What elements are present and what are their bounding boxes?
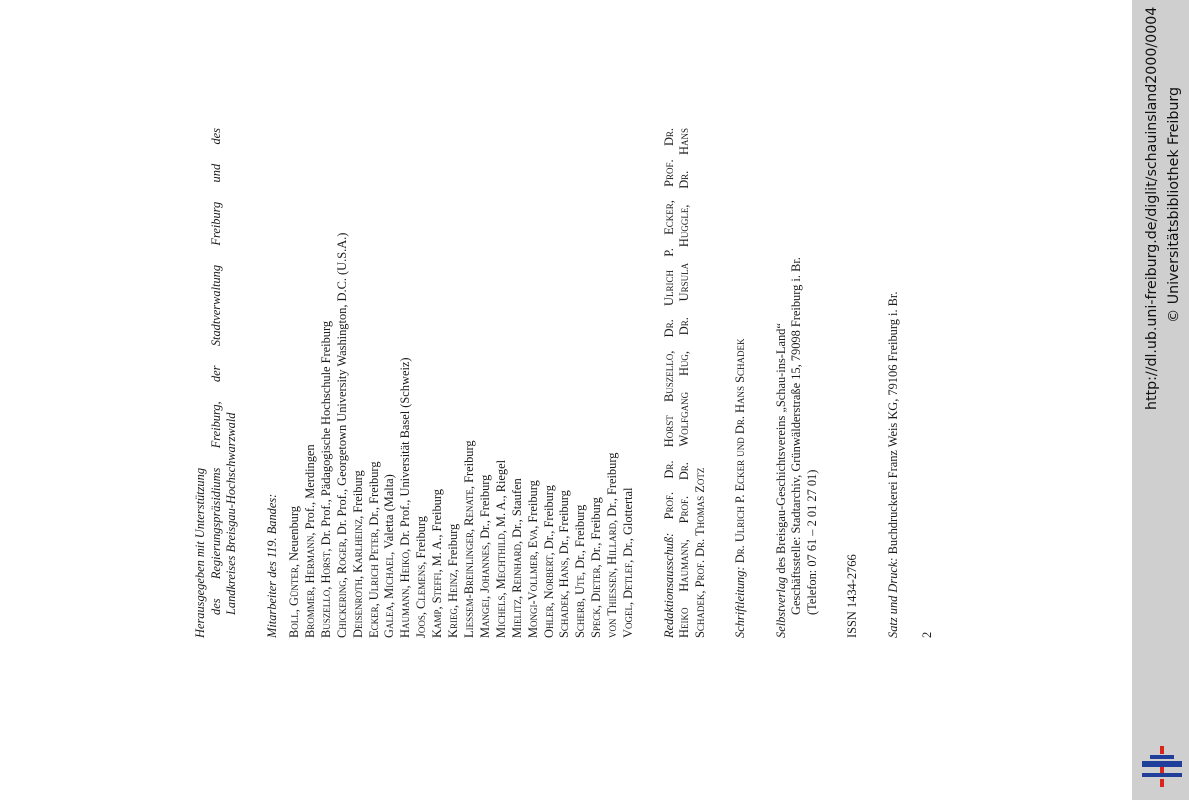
committee-line-3: Schadek, Prof. Dr. Thomas Zotz bbox=[692, 467, 707, 638]
contributor-entry bbox=[542, 128, 558, 638]
contributor-details: , Freiburg bbox=[525, 480, 540, 529]
contributor-details: , Dr., Freiburg bbox=[477, 474, 492, 545]
contributor-name: Mielitz, Reinhard bbox=[509, 544, 524, 638]
contributor-details: , Dr. Prof., Pädagogische Hochschule Freiburg bbox=[318, 320, 333, 552]
contributor-name: Speck, Dieter bbox=[589, 567, 604, 638]
rotated-page-content bbox=[193, 128, 938, 638]
contributor-name: Mongi-Vollmer, Eva bbox=[525, 528, 540, 638]
source-url-link[interactable]: http://dl.ub.uni-freiburg.de/diglit/schauinsland2000/0004 bbox=[1144, 6, 1160, 410]
contributor-details: , Dr., Freiburg bbox=[573, 504, 588, 575]
copyright-text: © Universitätsbibliothek Freiburg bbox=[1166, 87, 1182, 323]
print-label: Satz und Druck: bbox=[885, 557, 900, 638]
contributor-name: Boll, Günter bbox=[287, 567, 301, 638]
editorial-committee bbox=[662, 128, 709, 638]
contributor-entry bbox=[382, 128, 398, 638]
contributor-name: Ecker, Ulrich Peter bbox=[366, 531, 381, 638]
contributor-entry bbox=[605, 128, 621, 638]
contributor-entry bbox=[414, 128, 430, 638]
contributor-details: , Freiburg bbox=[461, 440, 476, 490]
contributors-heading: Mitarbeiter des 119. Bandes: bbox=[264, 493, 279, 638]
contributor-details: , Neuenburg bbox=[287, 506, 301, 568]
print-text: Buchdruckerei Franz Weis KG, 79106 Freiburg i. Br. bbox=[885, 291, 900, 555]
contributor-entry bbox=[319, 128, 335, 638]
contributor-entry bbox=[526, 128, 542, 638]
contributor-entry bbox=[621, 128, 637, 638]
contributor-name: Brommer, Hermann bbox=[302, 535, 317, 638]
publisher-phone: (Telefon: 07 61 – 2 01 27 01) bbox=[804, 469, 819, 615]
contributor-entry bbox=[351, 128, 367, 638]
contributor-name: Liessem-Breinlinger, Renate bbox=[461, 489, 476, 638]
contributor-details: , Dr., Staufen bbox=[509, 478, 524, 545]
contributor-details: , Dr., Freiburg bbox=[589, 497, 604, 568]
contributor-details: , Valetta (Malta) bbox=[382, 474, 397, 555]
contributor-entry bbox=[367, 128, 383, 638]
contributor-entry bbox=[557, 128, 573, 638]
contributor-entry bbox=[287, 128, 303, 638]
editor-label: Schriftleitung: bbox=[733, 566, 748, 638]
support-line-2: des Regierungspräsidiums Freiburg, der Stadtverwaltung Freiburg und des bbox=[208, 128, 223, 615]
contributor-name: Scherb, Ute bbox=[573, 574, 588, 638]
committee-label: Redaktionsausschuß: bbox=[661, 532, 676, 638]
contributor-name: Haumann, Heiko bbox=[398, 551, 413, 638]
contributor-details: , Freiburg bbox=[414, 516, 429, 565]
contributor-details: , Freiburg bbox=[350, 470, 365, 519]
contributor-name: Mangei, Johannes bbox=[477, 544, 492, 638]
contributor-details: , Dr., Glottertal bbox=[621, 487, 636, 563]
publisher-label: Selbstverlag bbox=[773, 576, 788, 638]
contributor-name: Buszello, Horst bbox=[318, 551, 333, 638]
issn: ISSN 1434-2766 bbox=[845, 554, 860, 638]
contributor-entry bbox=[589, 128, 605, 638]
contributor-details: , Prof., Merdingen bbox=[302, 444, 317, 536]
contributor-name: Vogel, Detlef bbox=[621, 562, 636, 638]
contributor-entry bbox=[510, 128, 526, 638]
committee-line-1: Prof. Dr. Horst Buszello, Dr. Ulrich P. Ecker, Prof. Dr. bbox=[661, 128, 676, 520]
sidebar-text-block bbox=[1137, 0, 1189, 800]
contributor-details: , Dr. Prof., Georgetown University Washington, D.C. (U.S.A.) bbox=[334, 232, 349, 542]
contributor-entry bbox=[303, 128, 319, 638]
contributor-name: Joos, Clemens bbox=[414, 564, 429, 638]
contributor-name: von Thiessen, Hillard bbox=[605, 522, 620, 638]
contributor-details: , Dr. Prof., Universität Basel (Schweiz) bbox=[398, 357, 413, 552]
contributor-name: Ohler, Norbert bbox=[541, 555, 556, 638]
contributor-name: Chickering, Roger bbox=[334, 541, 349, 638]
contributor-details: , Dr., Freiburg bbox=[557, 490, 572, 561]
contributor-entry bbox=[462, 128, 478, 638]
contributor-details: , M. A., Riegel bbox=[493, 459, 508, 534]
editor-line bbox=[733, 128, 749, 638]
contributor-details: , Freiburg bbox=[446, 523, 461, 573]
contributor-details: , Dr., Freiburg bbox=[366, 461, 381, 532]
library-logo-icon bbox=[1141, 746, 1183, 788]
contributor-entry bbox=[446, 128, 462, 638]
editor-text: Dr. Ulrich P. Ecker und Dr. Hans Schadek bbox=[733, 338, 748, 564]
publisher-block bbox=[774, 128, 821, 638]
support-line-1: Herausgegeben mit Unterstützung bbox=[193, 467, 207, 638]
contributor-entry bbox=[398, 128, 414, 638]
publisher-text: des Breisgau-Geschichtsvereins „Schau-ins-Land“ bbox=[773, 323, 788, 574]
contributors-list bbox=[287, 128, 637, 638]
contributor-details: , Dr., Freiburg bbox=[541, 485, 556, 556]
page-number: 2 bbox=[920, 631, 935, 638]
committee-line-2: Heiko Haumann, Prof. Dr. Wolfgang Hug, Dr. Ursula Huggle, Dr. Hans bbox=[677, 128, 692, 638]
contributor-name: Michels, Mechthild bbox=[493, 533, 508, 638]
contributor-entry bbox=[335, 128, 351, 638]
contributor-name: Schadek, Hans bbox=[557, 560, 572, 638]
contributor-entry bbox=[430, 128, 446, 638]
contributor-name: Kamp, Steffi bbox=[430, 572, 445, 638]
contributor-details: , Dr., Freiburg bbox=[605, 452, 620, 523]
print-line bbox=[886, 128, 902, 638]
contributor-details: , M. A., Freiburg bbox=[430, 489, 445, 573]
contributor-name: Krieg, Heinz bbox=[446, 572, 461, 638]
contributor-entry bbox=[494, 128, 510, 638]
contributor-entry bbox=[478, 128, 494, 638]
contributor-entry bbox=[573, 128, 589, 638]
support-line-3: Landkreises Breisgau-Hochschwarzwald bbox=[224, 412, 238, 615]
publisher-support-note bbox=[193, 128, 240, 638]
contributor-name: Galea, Michael bbox=[382, 554, 397, 638]
contributor-name: Deisenroth, Karlheinz bbox=[350, 518, 365, 638]
publisher-office: Geschäftsstelle: Stadtarchiv, Grünwälderstraße 15, 79098 Freiburg i. Br. bbox=[789, 257, 804, 615]
